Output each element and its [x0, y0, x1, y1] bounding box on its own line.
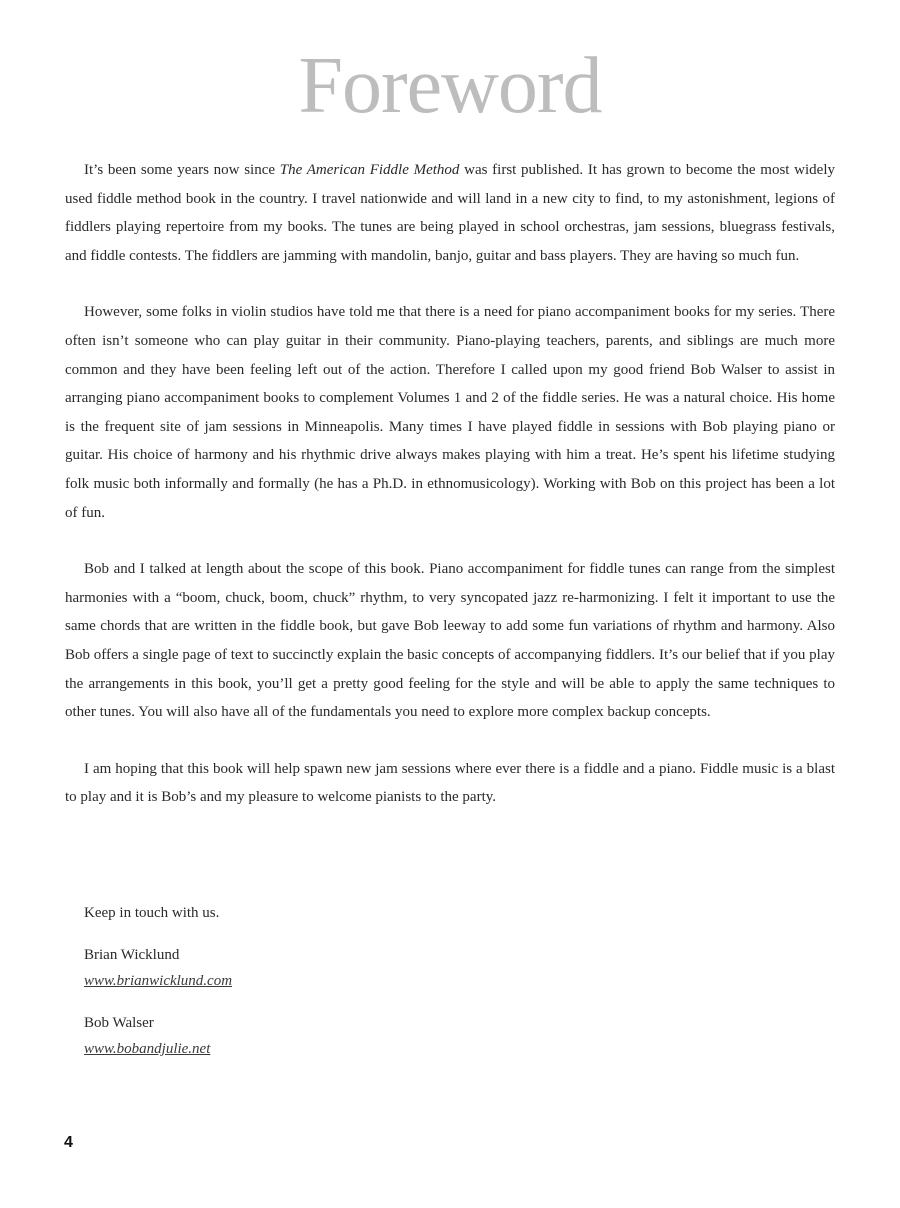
- author-link-brian[interactable]: www.brianwicklund.com: [84, 973, 233, 989]
- book-title-italic: The American Fiddle Method: [279, 162, 460, 178]
- spacer: [84, 994, 232, 1010]
- author-name-bob: Bob Walser: [84, 1015, 154, 1031]
- closing-block: [84, 900, 232, 1062]
- paragraph-2: However, some folks in violin studios have told me that there is a need for piano accompaniment books for my series. There often isn’t someone who can play guitar in their community. Piano-playing teachers, parents, and siblings are much more common and they have been feeling left out of the action. Therefore I called upon my good friend Bob Walser to assist in arranging piano accompaniment books to complement Volumes 1 and 2 of the fiddle series. He was a natural choice. His home is the frequent site of jam sessions in Minneapolis. Many times I have played fiddle in sessions with Bob playing piano or guitar. His choice of harmony and his rhythmic drive always makes playing with him a treat. He’s spent his lifetime studying folk music both informally and formally (he has a Ph.D. in ethnomusicology). Working with Bob on this project has been a lot of fun.: [65, 304, 835, 521]
- paragraph-4: I am hoping that this book will help spawn new jam sessions where ever there is a fiddle and a piano. Fiddle music is a blast to play and it is Bob’s and my pleasure to welcome pianists to the party.: [65, 760, 835, 806]
- sign-off: Keep in touch with us.: [84, 905, 220, 921]
- paragraph-1-rest: was first published. It has grown to become the most widely used fiddle method book in the country. I travel nationwide and will land in a new city to find, to my astonishment, legions of fiddlers playing repertoire from my books. The tunes are being played in school orchestras, jam sessions, bluegrass festivals, and fiddle contests. The fiddlers are jamming with mandolin, banjo, guitar and bass players. They are having so much fun.: [65, 162, 835, 264]
- page-number: 4: [64, 1134, 73, 1151]
- foreword-body: [65, 156, 835, 840]
- author-name-brian: Brian Wicklund: [84, 947, 180, 963]
- page-title: Foreword: [298, 42, 602, 130]
- author-link-bob[interactable]: www.bobandjulie.net: [84, 1041, 211, 1057]
- paragraph-1: [65, 156, 835, 270]
- paragraph-1-lead: It’s been some years now since: [84, 162, 280, 178]
- paragraph-3: Bob and I talked at length about the scope of this book. Piano accompaniment for fiddle tunes can range from the simplest harmonies with a “boom, chuck, boom, chuck” rhythm, to very syncopated jazz re-harmonizing. I felt it important to use the same chords that are written in the fiddle book, but gave Bob leeway to add some fun variations of rhythm and harmony. Also Bob offers a single page of text to succinctly explain the basic concepts of accompanying fiddlers. It’s our belief that if you play the arrangements in this book, you’ll get a pretty good feeling for the style and will be able to apply the same techniques to other tunes. You will also have all of the fundamentals you need to explore more complex backup concepts.: [65, 561, 835, 721]
- spacer: [84, 926, 232, 942]
